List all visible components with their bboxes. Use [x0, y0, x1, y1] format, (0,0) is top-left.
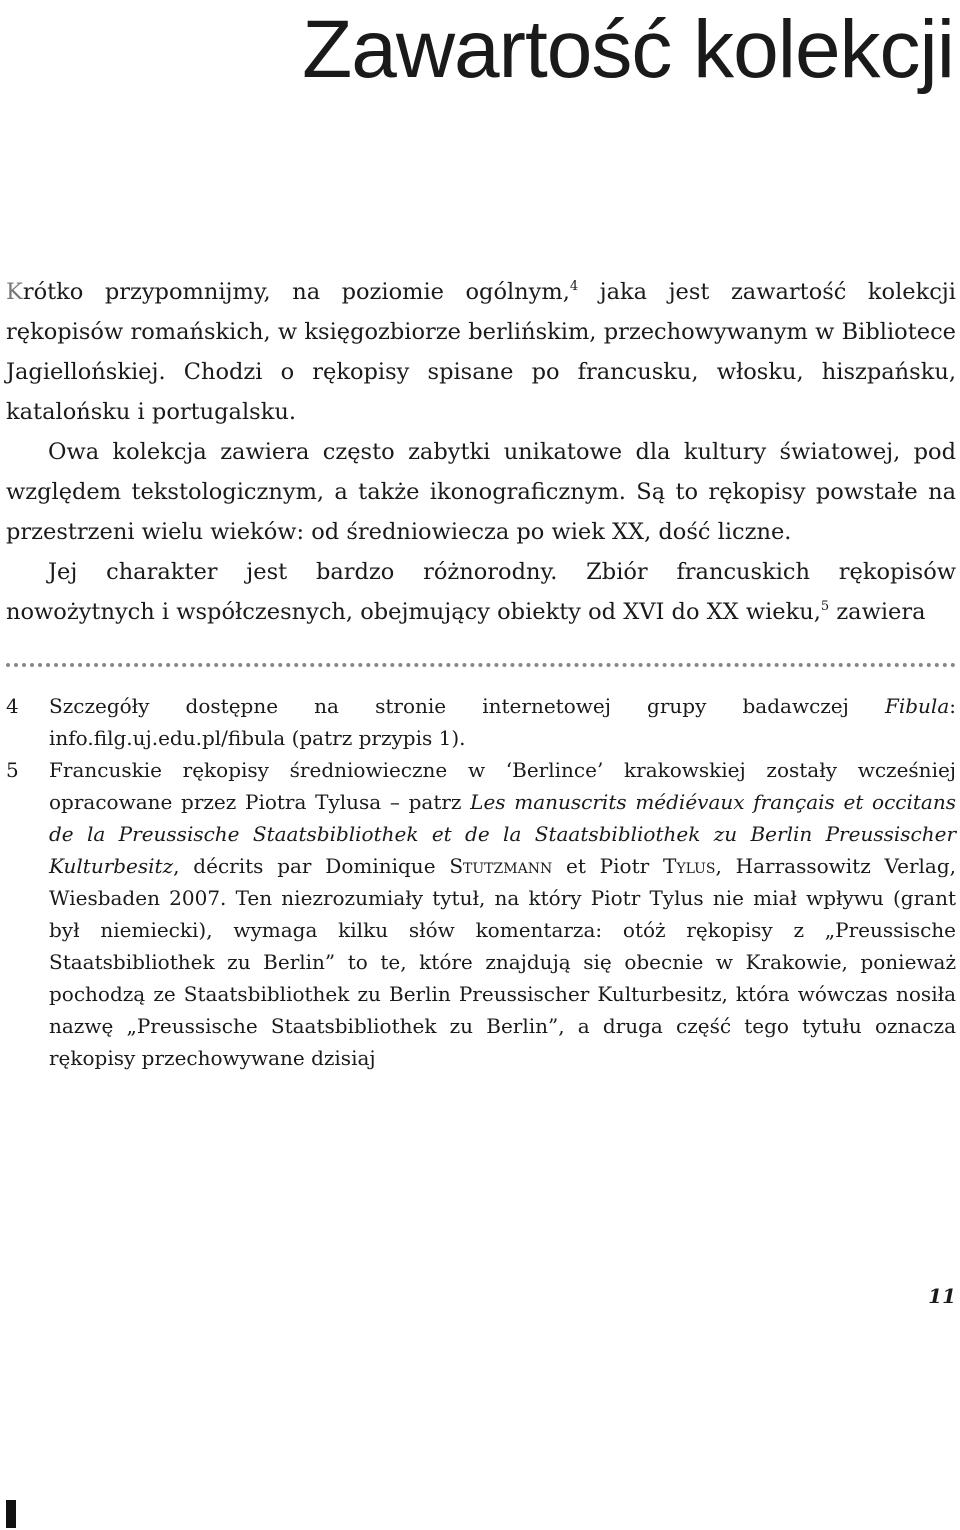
- footnote-text: , décrits par Dominique: [173, 854, 450, 878]
- paragraph-3: [6, 552, 956, 632]
- footnote-text: Szczegóły dostępne na stronie internetowej grupy badawczej: [49, 694, 885, 718]
- footnote-number: 4: [6, 694, 19, 718]
- footnote-text: Francuskie rękopisy średniowieczne w ‘Berlince’ krakowskiej zostały wcześniej opracowane przez Piotra Tylusa – patrz: [49, 758, 956, 814]
- initial-letter: K: [6, 279, 23, 305]
- footnote-text: , Harrassowitz Verlag, Wiesbaden 2007. Ten niezrozumiały tytuł, na który Piotr Tylus nie miał wpływu (grant był niemiecki), wymaga kilku słów komentarza: otóż rękopisy z „Preussische Staatsbibliothek zu Berlin” to te, które znajdują się obecnie w Krakowie, ponieważ pochodzą ze Staatsbibliothek zu Berlin Preussischer Kulturbesitz, która wówczas nosiła nazwę „Preussische Staatsbibliothek zu Berlin”, a druga część tego tytułu oznacza rękopisy przechowywane dzisiaj: [49, 854, 957, 1070]
- footnote-separator: [6, 663, 956, 667]
- footnote-text: et Piotr: [552, 854, 663, 878]
- paragraph-1-text-b: jaka jest zawartość kolekcji rękopisów romańskich, w księgozbiorze berlińskim, przechowywanym w Bibliotece Jagiellońskiej. Chodzi o rękopisy spisane po francusku, włosku, hiszpańsku, katalońsku i portugalsku.: [6, 279, 956, 425]
- footnote-5: [6, 754, 956, 1074]
- author-surname: Tylus: [662, 854, 716, 878]
- footnote-text: : info.filg.uj.edu.pl/fibula (patrz przypis 1).: [49, 694, 956, 750]
- footnotes: [6, 690, 956, 1074]
- paragraph-3-text-b: zawiera: [829, 599, 926, 625]
- footnote-ref-5: 5: [820, 599, 830, 614]
- crop-mark: [6, 1500, 16, 1528]
- paragraph-1: [6, 272, 956, 432]
- footnote-number: 5: [6, 758, 19, 782]
- paragraph-2: Owa kolekcja zawiera często zabytki unikatowe dla kultury światowej, pod względem tekstologicznym, a także ikonograficznym. Są to rękopisy powstałe na przestrzeni wielu wieków: od średniowiecza po wiek XX, dość liczne.: [6, 439, 956, 545]
- footnote-italic: Fibula: [884, 694, 950, 718]
- author-surname: Stutzmann: [449, 854, 553, 878]
- paragraph-1-text-a: rótko przypomnijmy, na poziomie ogólnym,: [22, 279, 570, 305]
- main-text: [6, 272, 956, 632]
- footnote-4: [6, 690, 956, 754]
- page-title: Zawartość kolekcji: [302, 4, 954, 95]
- paragraph-3-text-a: Jej charakter jest bardzo różnorodny. Zbiór francuskich rękopisów nowożytnych i współczesnych, obejmujący obiekty od XVI do XX wieku,: [6, 559, 956, 625]
- page-number: 11: [928, 1284, 956, 1308]
- footnote-italic-title: Les manuscrits médiévaux français et occitans de la Preussische Staatsbibliothek et de la Staatsbibliothek zu Berlin Preussischer Kulturbesitz: [49, 790, 956, 878]
- footnote-ref-4: 4: [569, 279, 579, 294]
